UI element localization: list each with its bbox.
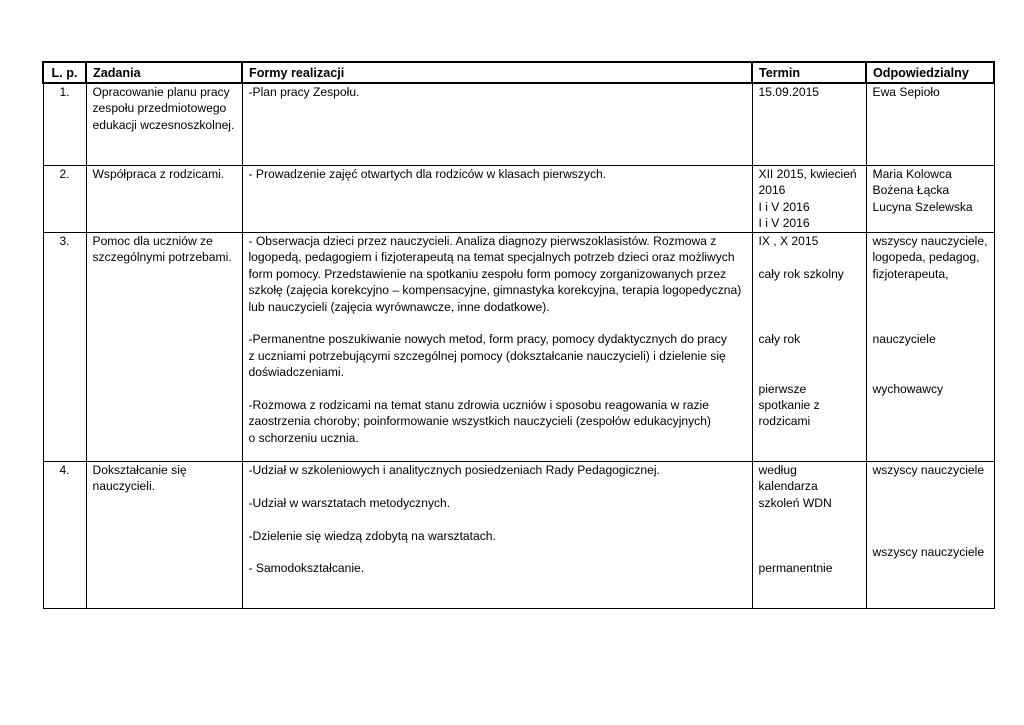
term-text: permanentnie bbox=[758, 561, 833, 576]
row-forms bbox=[242, 83, 752, 166]
row-number: 2. bbox=[43, 166, 86, 233]
forms-text: - Samodokształcanie. bbox=[248, 561, 365, 576]
row-term bbox=[752, 83, 866, 166]
row-number: 1. bbox=[43, 83, 86, 166]
term-text: XII 2015, kwiecień 2016 I i V 2016 I i V 2016 bbox=[758, 167, 857, 231]
row-term bbox=[752, 462, 866, 609]
row-forms bbox=[242, 166, 752, 233]
row-responsible bbox=[866, 233, 994, 462]
table-row bbox=[43, 233, 994, 462]
task-text: Współpraca z rodzicami. bbox=[92, 167, 225, 181]
forms-text: - Prowadzenie zajęć otwartych dla rodziców w klasach pierwszych. bbox=[248, 167, 607, 181]
responsible-text: Maria Kolowca Bożena Łącka Lucyna Szelewska bbox=[872, 167, 973, 214]
responsible-text: wszyscy nauczyciele, logopeda, pedagog, fizjoterapeuta, bbox=[872, 234, 988, 281]
forms-text: -Udział w warsztatach metodycznych. bbox=[248, 495, 451, 510]
header-forms: Formy realizacji bbox=[242, 62, 752, 83]
forms-text: -Rozmowa z rodzicami na temat stanu zdrowia uczniów i sposobu reagowania w razie zaostrzenia choroby; poinformowanie wszystkich nauczycieli (zespołów edukacyjnych) o schorzeniu ucznia. bbox=[248, 398, 711, 445]
header-responsible: Odpowiedzialny bbox=[866, 62, 994, 83]
responsible-text: wychowawcy bbox=[872, 381, 944, 396]
header-lp: L. p. bbox=[43, 62, 86, 83]
row-forms bbox=[242, 462, 752, 609]
row-task bbox=[86, 462, 242, 609]
term-text: IX , X 2015 cały rok szkolny bbox=[758, 234, 844, 281]
row-task bbox=[86, 83, 242, 166]
task-text: Opracowanie planu pracy zespołu przedmiotowego edukacji wczesnoszkolnej. bbox=[92, 85, 235, 132]
row-forms bbox=[242, 233, 752, 462]
responsible-text: nauczyciele bbox=[872, 332, 936, 347]
work-plan-table bbox=[42, 61, 995, 609]
table-row bbox=[43, 166, 994, 233]
responsible-text: Ewa Sepioło bbox=[872, 85, 940, 99]
term-text: pierwsze spotkanie z rodzicami bbox=[758, 381, 820, 429]
table-row bbox=[43, 83, 994, 166]
table-header-row bbox=[43, 62, 994, 83]
table-row bbox=[43, 462, 994, 609]
header-tasks: Zadania bbox=[86, 62, 242, 83]
task-text: Dokształcanie się nauczycieli. bbox=[92, 463, 187, 494]
term-text: według kalendarza szkoleń WDN bbox=[758, 463, 832, 510]
forms-text: -Permanentne poszukiwanie nowych metod, form pracy, pomocy dydaktycznych do pracy z uczniami potrzebującymi szczególnej pomocy (dokształcanie nauczycieli) i dzielenie się doświadczeniami. bbox=[248, 332, 727, 380]
row-number: 3. bbox=[43, 233, 86, 462]
row-responsible bbox=[866, 166, 994, 233]
header-term: Termin bbox=[752, 62, 866, 83]
forms-text: -Plan pracy Zespołu. bbox=[248, 85, 360, 99]
row-term bbox=[752, 166, 866, 233]
row-responsible bbox=[866, 83, 994, 166]
forms-text: -Udział w szkoleniowych i analitycznych posiedzeniach Rady Pedagogicznej. bbox=[248, 463, 660, 477]
row-task bbox=[86, 233, 242, 462]
term-text: cały rok bbox=[758, 332, 801, 347]
task-text: Pomoc dla uczniów ze szczególnymi potrzebami. bbox=[92, 234, 232, 265]
row-number: 4. bbox=[43, 462, 86, 609]
row-task bbox=[86, 166, 242, 233]
row-responsible bbox=[866, 462, 994, 609]
row-term bbox=[752, 233, 866, 462]
responsible-text: wszyscy nauczyciele bbox=[872, 463, 985, 477]
forms-text: - Obserwacja dzieci przez nauczycieli. Analiza diagnozy pierwszoklasistów. Rozmowa z logopedą, pedagogiem i fizjoterapeutą na temat specjalnych potrzeb dzieci oraz możliwych form pomocy. Przedstawienie na spotkaniu zespołu form pomocy zorganizowanych przez szkołę (zajęcia korekcyjno – kompensacyjne, gimnastyka korekcyjna, terapia logopedyczna) lub nauczycieli (zajęcia wyrównawcze, inne dodatkowe). bbox=[248, 234, 742, 314]
responsible-text: wszyscy nauczyciele bbox=[872, 545, 985, 559]
term-text: 15.09.2015 bbox=[758, 85, 820, 99]
forms-text: -Dzielenie się wiedzą zdobytą na warsztatach. bbox=[248, 528, 496, 543]
